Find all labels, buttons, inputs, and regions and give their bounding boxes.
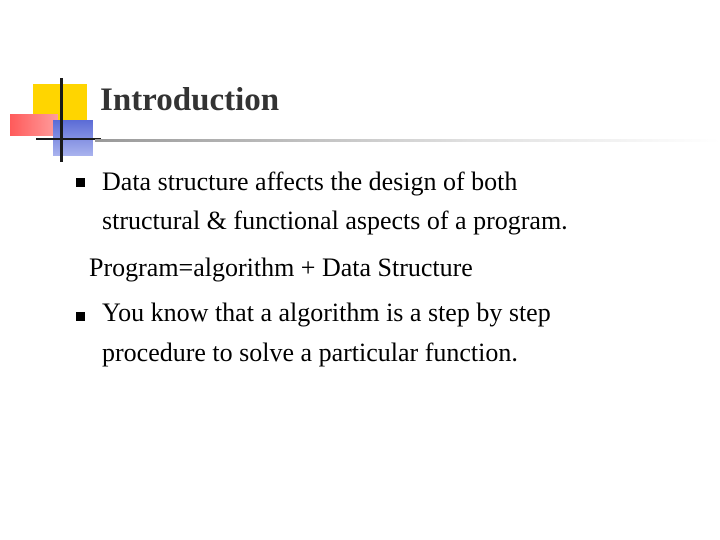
bullet-1-line-1: Data structure affects the design of both — [102, 167, 518, 196]
slide-title: Introduction — [100, 82, 280, 118]
formula-line: Program=algorithm + Data Structure — [89, 253, 473, 282]
bullet-1-line-2: structural & functional aspects of a program. — [102, 206, 568, 235]
bullet-2-line-2: procedure to solve a particular function. — [102, 338, 518, 367]
bullet-2-line-1: You know that a algorithm is a step by step — [102, 298, 551, 327]
red-square — [10, 114, 58, 136]
horizontal-line — [36, 138, 101, 140]
title-underline-rule — [95, 139, 720, 142]
bullet-marker — [76, 312, 85, 321]
vertical-line — [60, 78, 63, 162]
bullet-marker — [76, 178, 85, 187]
